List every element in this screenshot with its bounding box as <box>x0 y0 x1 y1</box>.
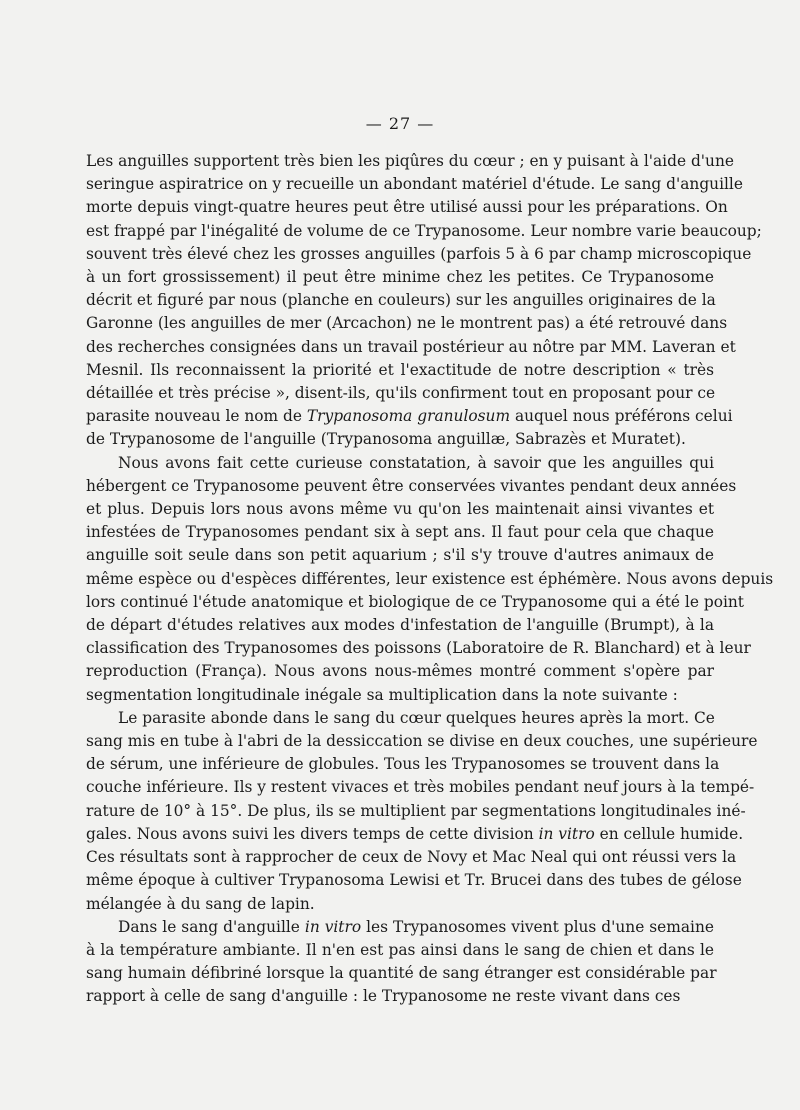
text-line <box>86 660 714 683</box>
text-line <box>86 684 714 707</box>
text-segment: Mesnil. Ils reconnaissent la priorité et l'exactitude de notre description « très <box>86 360 714 379</box>
text-line <box>86 753 720 776</box>
text-line <box>86 220 762 243</box>
text-line <box>86 614 714 637</box>
text-line <box>86 544 714 567</box>
text-line <box>86 800 746 823</box>
text-line <box>86 428 714 451</box>
text-line <box>86 730 758 753</box>
text-segment: segmentation longitudinale inégale sa multiplication dans la note suivante : <box>86 685 678 704</box>
text-segment: lors continué l'étude anatomique et biologique de ce Trypanosome qui a été le point <box>86 592 744 611</box>
text-segment: infestées de Trypanosomes pendant six à sept ans. Il faut pour cela que chaque <box>86 523 714 542</box>
text-segment: Nous avons fait cette curieuse constatation, à savoir que les anguilles qui <box>118 453 714 472</box>
text-segment: mélangée à du sang de lapin. <box>86 894 315 913</box>
paragraph <box>86 916 717 1009</box>
text-line <box>86 266 714 289</box>
page-number: — 27 — <box>365 114 435 133</box>
text-line <box>86 591 744 614</box>
text-line <box>86 637 751 660</box>
text-segment: rapport à celle de sang d'anguille : le Trypanosome ne reste vivant dans ces <box>86 987 681 1006</box>
italic-term: Trypanosoma granulosum <box>306 407 511 426</box>
text-segment: à la température ambiante. Il n'en est pas ainsi dans le sang de chien et dans le <box>86 940 714 959</box>
text-segment: même espèce ou d'espèces différentes, leur existence est éphémère. Nous avons depuis <box>86 569 774 588</box>
text-line <box>86 452 714 475</box>
text-segment: morte depuis vingt-quatre heures peut être utilisé aussi pour les préparations. On <box>86 198 728 217</box>
text-segment: les Trypanosomes vivent plus d'une semaine <box>361 917 714 936</box>
text-segment: de Trypanosome de l'anguille (Trypanosoma anguillæ, Sabrazès et Muratet). <box>86 430 686 449</box>
text-segment: de sérum, une inférieure de globules. Tous les Trypanosomes se trouvent dans la <box>86 755 720 774</box>
italic-term: in vitro <box>304 917 362 936</box>
text-segment: souvent très élevé chez les grosses anguilles (parfois 5 à 6 par champ microscopique <box>86 244 752 263</box>
text-line <box>86 359 714 382</box>
text-segment: reproduction (França). Nous avons nous-mêmes montré comment s'opère par <box>86 662 714 681</box>
text-segment: seringue aspiratrice on y recueille un abondant matériel d'étude. Le sang d'anguille <box>86 175 743 194</box>
text-segment: de départ d'études relatives aux modes d'infestation de l'anguille (Brumpt), à la <box>86 616 714 635</box>
text-line <box>86 869 742 892</box>
text-segment: hébergent ce Trypanosome peuvent être conservées vivantes pendant deux années <box>86 476 737 495</box>
text-segment: même époque à cultiver Trypanosoma Lewisi et Tr. Brucei dans des tubes de gélose <box>86 871 742 890</box>
text-segment: parasite nouveau le nom de <box>86 407 307 426</box>
text-segment: Ces résultats sont à rapprocher de ceux de Novy et Mac Neal qui ont réussi vers la <box>86 848 737 867</box>
text-segment: gales. Nous avons suivi les divers temps de cette division <box>86 824 539 843</box>
text-line <box>86 475 737 498</box>
text-segment: sang humain défibriné lorsque la quantité de sang étranger est considérable par <box>86 964 717 983</box>
text-segment: rature de 10° à 15°. De plus, ils se multiplient par segmentations longitudinales iné- <box>86 801 746 820</box>
text-segment: Garonne (les anguilles de mer (Arcachon) ne le montrent pas) a été retrouvé dans <box>86 314 728 333</box>
text-line <box>86 823 744 846</box>
text-line <box>86 962 717 985</box>
text-segment: décrit et figuré par nous (planche en couleurs) sur les anguilles originaires de la <box>86 291 716 310</box>
text-line <box>86 985 714 1008</box>
text-line <box>86 893 714 916</box>
text-segment: Les anguilles supportent très bien les piqûres du cœur ; en y puisant à l'aide d'une <box>86 152 734 170</box>
text-segment: des recherches consignées dans un travail postérieur au nôtre par MM. Laveran et <box>86 337 736 356</box>
text-segment: anguille soit seule dans son petit aquarium ; s'il s'y trouve d'autres animaux de <box>86 546 714 565</box>
text-line <box>86 939 714 962</box>
text-line <box>86 312 728 335</box>
paragraph <box>86 150 762 452</box>
text-line <box>86 382 714 405</box>
text-segment: classification des Trypanosomes des poissons (Laboratoire de R. Blanchard) et à leur <box>86 639 751 658</box>
text-segment: détaillée et très précise », disent-ils, qu'ils confirment tout en proposant pour ce <box>86 384 716 403</box>
text-segment: auquel nous préférons celui <box>510 407 733 426</box>
text-segment: à un fort grossissement) il peut être minime chez les petites. Ce Trypanosome <box>86 268 714 287</box>
text-segment: couche inférieure. Ils y restent vivaces et très mobiles pendant neuf jours à la tempé- <box>86 778 755 797</box>
text-line <box>86 243 752 266</box>
text-segment: et plus. Depuis lors nous avons même vu qu'on les maintenait ainsi vivantes et <box>86 500 714 519</box>
text-line <box>86 173 743 196</box>
text-line <box>86 289 714 312</box>
text-line <box>86 568 774 591</box>
paragraph <box>86 452 774 707</box>
text-line <box>86 336 736 359</box>
body-text <box>86 150 774 1009</box>
text-line <box>86 916 714 939</box>
text-segment: Dans le sang d'anguille <box>118 917 305 936</box>
text-line <box>86 498 714 521</box>
text-line <box>86 707 714 730</box>
text-segment: en cellule humide. <box>594 824 744 843</box>
text-segment: Le parasite abonde dans le sang du cœur quelques heures après la mort. Ce <box>118 708 715 727</box>
text-line <box>86 521 714 544</box>
text-line <box>86 150 734 173</box>
text-segment: est frappé par l'inégalité de volume de ce Trypanosome. Leur nombre varie beaucoup; <box>86 221 762 240</box>
text-line <box>86 776 755 799</box>
paragraph <box>86 707 758 916</box>
text-line <box>86 196 728 219</box>
text-line <box>86 405 733 428</box>
text-line <box>86 846 737 869</box>
italic-term: in vitro <box>538 824 595 843</box>
text-segment: sang mis en tube à l'abri de la dessiccation se divise en deux couches, une supérieure <box>86 732 758 751</box>
